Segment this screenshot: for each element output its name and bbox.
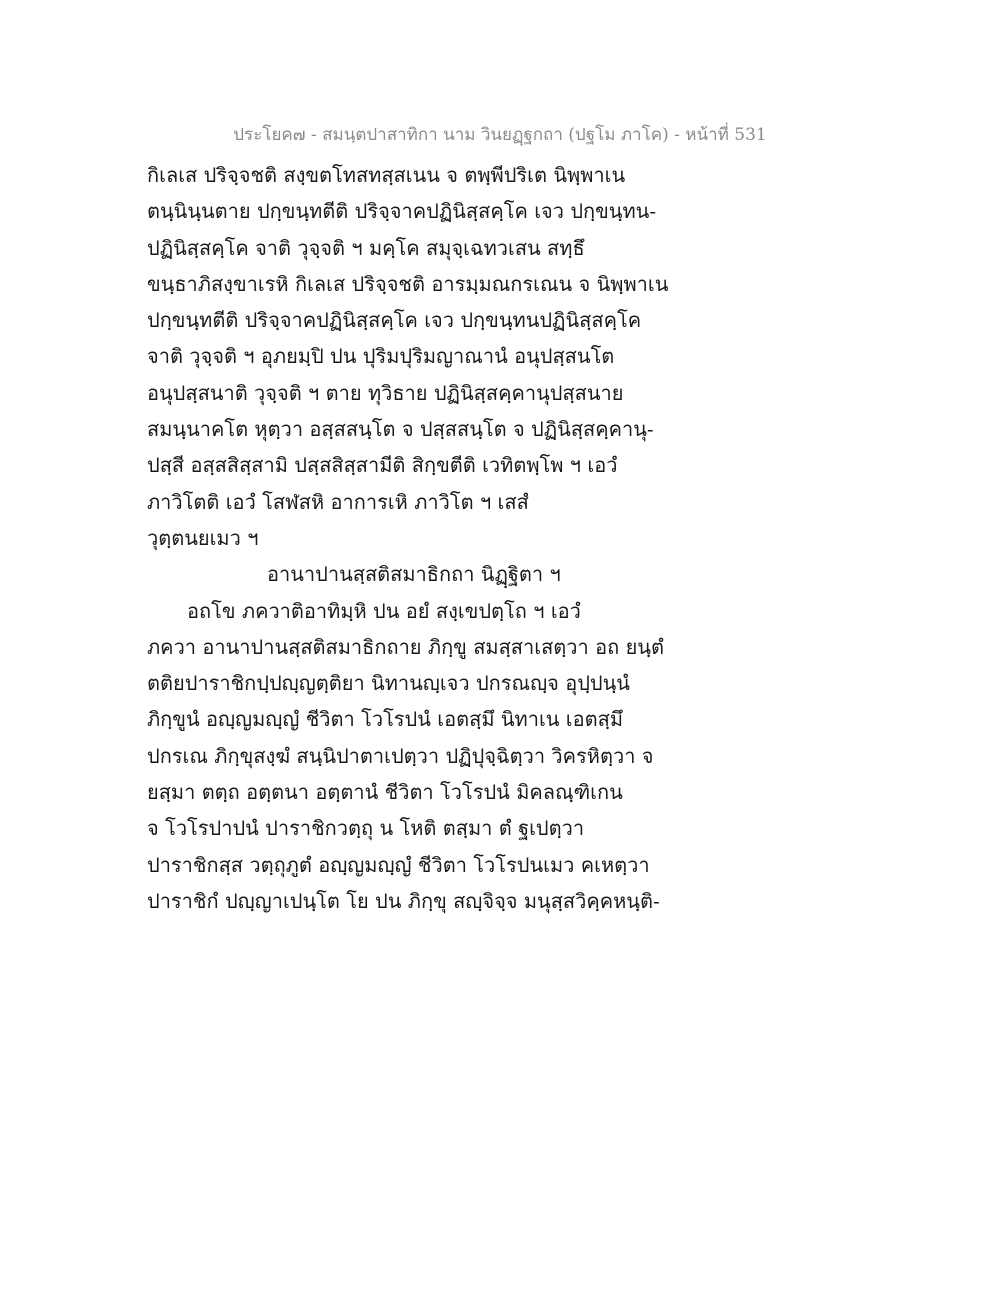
text-line: ภควา อานาปานสฺสติสมาธิกถาย ภิกฺขู สมสฺสาเสตฺวา อถ ยนฺตํ [147,634,664,659]
text-line: สมนฺนาคโต หุตฺวา อสฺสสนฺโต จ ปสฺสสนฺโต จ ปฏินิสฺสคฺคานุ- [147,417,654,442]
text-line: ตนฺนินฺนตาย ปกฺขนฺทตีติ ปริจฺจาคปฏินิสฺสคฺโค เจว ปกฺขนฺทน- [147,199,657,224]
text-line: อนุปสฺสนาติ วุจฺจติ ฯ ตาย ทุวิธาย ปฏินิสฺสคฺคานุปสฺสนาย [147,380,624,405]
section-title: อานาปานสฺสติสมาธิกถา นิฏฺฐิตา ฯ [267,562,561,587]
body-text [147,160,847,922]
text-line: ตติยปาราชิกปฺปญฺญตฺติยา นิทานญฺเจว ปกรณญฺจ อุปฺปนฺนํ [147,671,630,696]
running-header: ประโยค๗ - สมนฺตปาสาทิกา นาม วินยฏฺฐกถา (ปฐโม ภาโค) - หน้าที่ 531 [233,125,767,145]
text-line: จาติ วุจฺจติ ฯ อุภยมฺปิ ปน ปุริมปุริมญาณานํ อนุปสฺสนโต [147,344,615,369]
text-line: ปกรเณ ภิกฺขุสงฺฆํ สนฺนิปาตาเปตฺวา ปฏิปุจฺฉิตฺวา วิครหิตฺวา จ [147,743,654,768]
text-line: ปกฺขนฺทตีติ ปริจฺจาคปฏินิสฺสคฺโค เจว ปกฺขนฺทนปฏินิสฺสคฺโค [147,308,642,333]
text-line: ปฏินิสฺสคฺโค จาติ วุจฺจติ ฯ มคฺโค สมุจฺเฉทวเสน สทฺธึ [147,235,585,260]
text-line: ภิกฺขูนํ อญฺญมญฺญํ ชีวิตา โวโรปนํ เอตสฺมึ นิทาเน เอตสฺมึ [147,707,624,732]
text-line: ปสฺสี อสฺสสิสฺสามิ ปสฺสสิสฺสามีติ สิกฺขตีติ เวทิตพฺโพ ฯ เอวํ [147,453,618,478]
text-line: ยสฺมา ตตฺถ อตฺตนา อตฺตานํ ชีวิตา โวโรปนํ มิคลณฺฑิเกน [147,780,623,805]
text-line: วุตฺตนยเมว ฯ [147,525,259,550]
text-line: ขนฺธาภิสงฺขาเรหิ กิเลเส ปริจฺจชติ อารมฺมณกรเณน จ นิพฺพาเน [147,271,669,296]
paragraph-start: อถโข ภควาติอาทิมฺหิ ปน อยํ สงฺเขปตฺโถ ฯ เอวํ [187,598,581,623]
text-line: ปาราชิกํ ปญฺญาเปนฺโต โย ปน ภิกฺขุ สญฺจิจฺจ มนุสฺสวิคฺคหนฺติ- [147,888,660,913]
text-line: ปาราชิกสฺส วตฺถุภูตํ อญฺญมญฺญํ ชีวิตา โวโรปนเมว คเหตฺวา [147,852,650,877]
text-line: จ โวโรปาปนํ ปาราชิกวตฺถุ น โหติ ตสฺมา ตํ ฐเปตฺวา [147,816,585,841]
text-line: ภาวิโตติ เอวํ โสฬสหิ อาการเหิ ภาวิโต ฯ เสสํ [147,489,529,514]
text-line: กิเลเส ปริจฺจชติ สงฺขตโทสทสฺสเนน จ ตพฺพีปริเต นิพฺพาเน [147,163,626,187]
